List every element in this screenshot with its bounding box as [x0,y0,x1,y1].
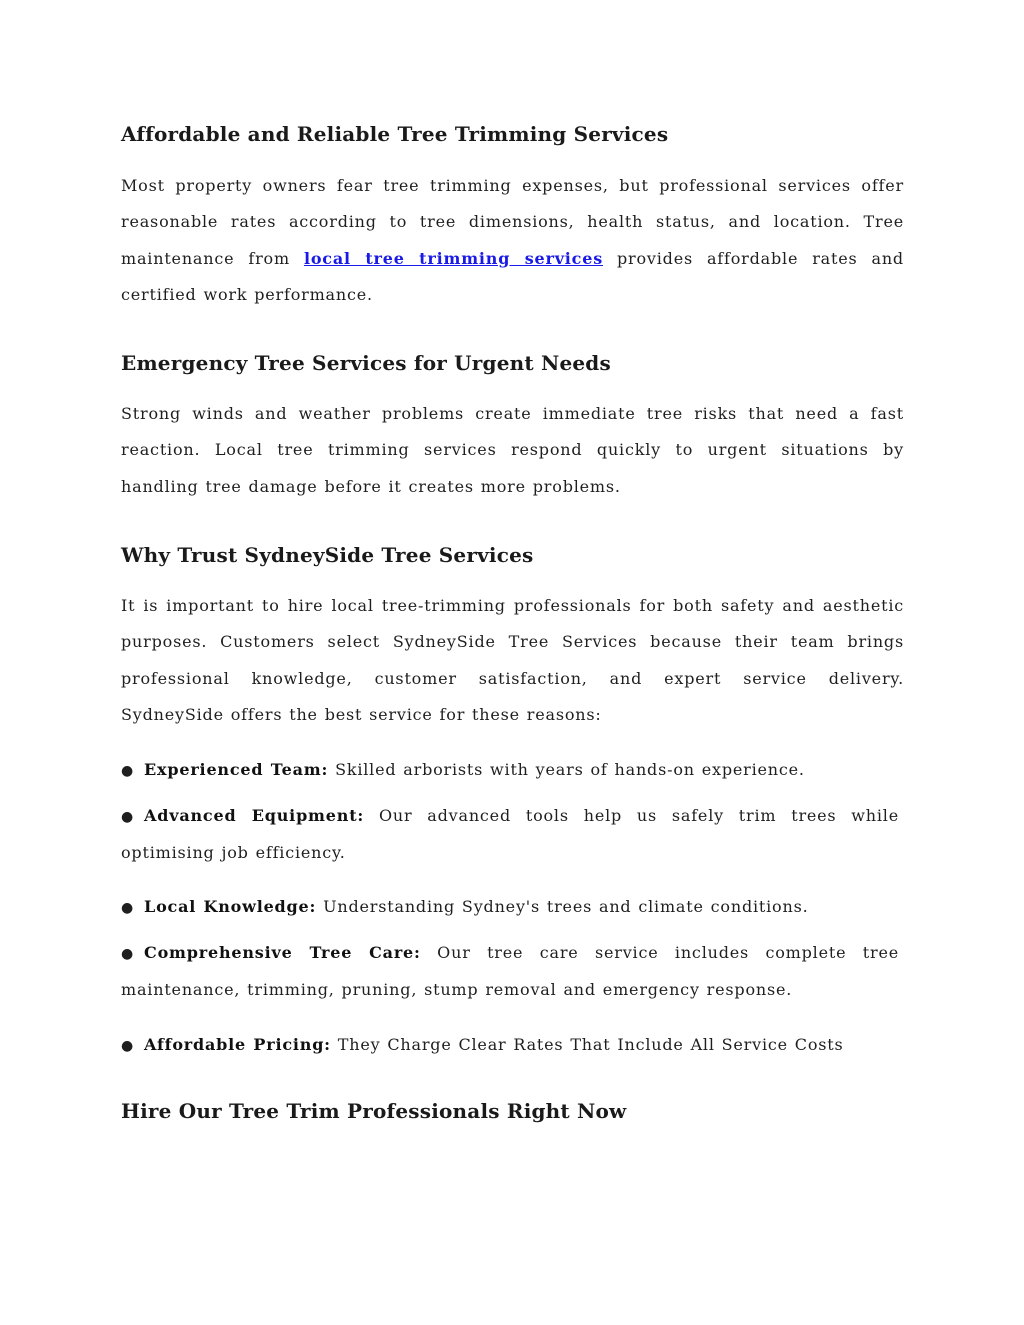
bullet-text: They Charge Clear Rates That Include All Service Costs [330,1035,844,1054]
section-heading-why-trust: Why Trust SydneySide Tree Services [121,543,534,567]
section-paragraph-why-trust: It is important to hire local tree-trimming professionals for both safety and aesthetic purposes. Customers select SydneySide Tree Services because their team brings professional knowledge, customer satisfaction, and expert service delivery. SydneySide offers the best service for these reasons: [121,596,904,724]
bullet-title: Affordable Pricing: [144,1035,331,1054]
bullet-marker: ● [121,946,135,962]
bullet-title: Local Knowledge: [144,897,317,916]
bullet-title: Experienced Team: [144,760,329,779]
bullet-marker: ● [121,763,135,779]
paragraph-text-before-link: Most property owners fear tree trimming expenses, but professional services offer reasonable rates according to tree dimensions, health status, and location. Tree maintenance from [121,176,904,268]
bullet-text: Skilled arborists with years of hands-on experience. [328,760,805,779]
section-paragraph-affordable [121,168,904,313]
section-heading-hire: Hire Our Tree Trim Professionals Right Now [121,1099,627,1123]
bullet-marker: ● [121,809,135,825]
local-tree-trimming-link[interactable]: local tree trimming services [303,248,604,268]
list-item [121,935,899,1009]
bullet-marker: ● [121,1038,135,1054]
section-paragraph-emergency: Strong winds and weather problems create immediate tree risks that need a fast reaction. Local tree trimming services respond quickly to urgent situations by handling tree damage before it creates more problems. [121,404,904,496]
list-item [121,1027,904,1064]
list-item [121,798,899,872]
paragraph-text-after-link: provides affordable rates and certified work performance. [121,248,904,304]
list-item [121,889,904,926]
bullet-text: Understanding Sydney's trees and climate conditions. [316,897,809,916]
bullet-text: Our tree care service includes complete tree maintenance, trimming, pruning, stump removal and emergency response. [121,943,899,1000]
bullet-text: Our advanced tools help us safely trim trees while optimising job efficiency. [121,806,899,863]
section-heading-affordable: Affordable and Reliable Tree Trimming Services [121,122,669,146]
bullet-marker: ● [121,900,135,916]
bullet-title: Comprehensive Tree Care: [144,943,421,962]
section-heading-emergency: Emergency Tree Services for Urgent Needs [121,351,611,375]
bullet-title: Advanced Equipment: [144,806,365,825]
list-item [121,752,904,789]
